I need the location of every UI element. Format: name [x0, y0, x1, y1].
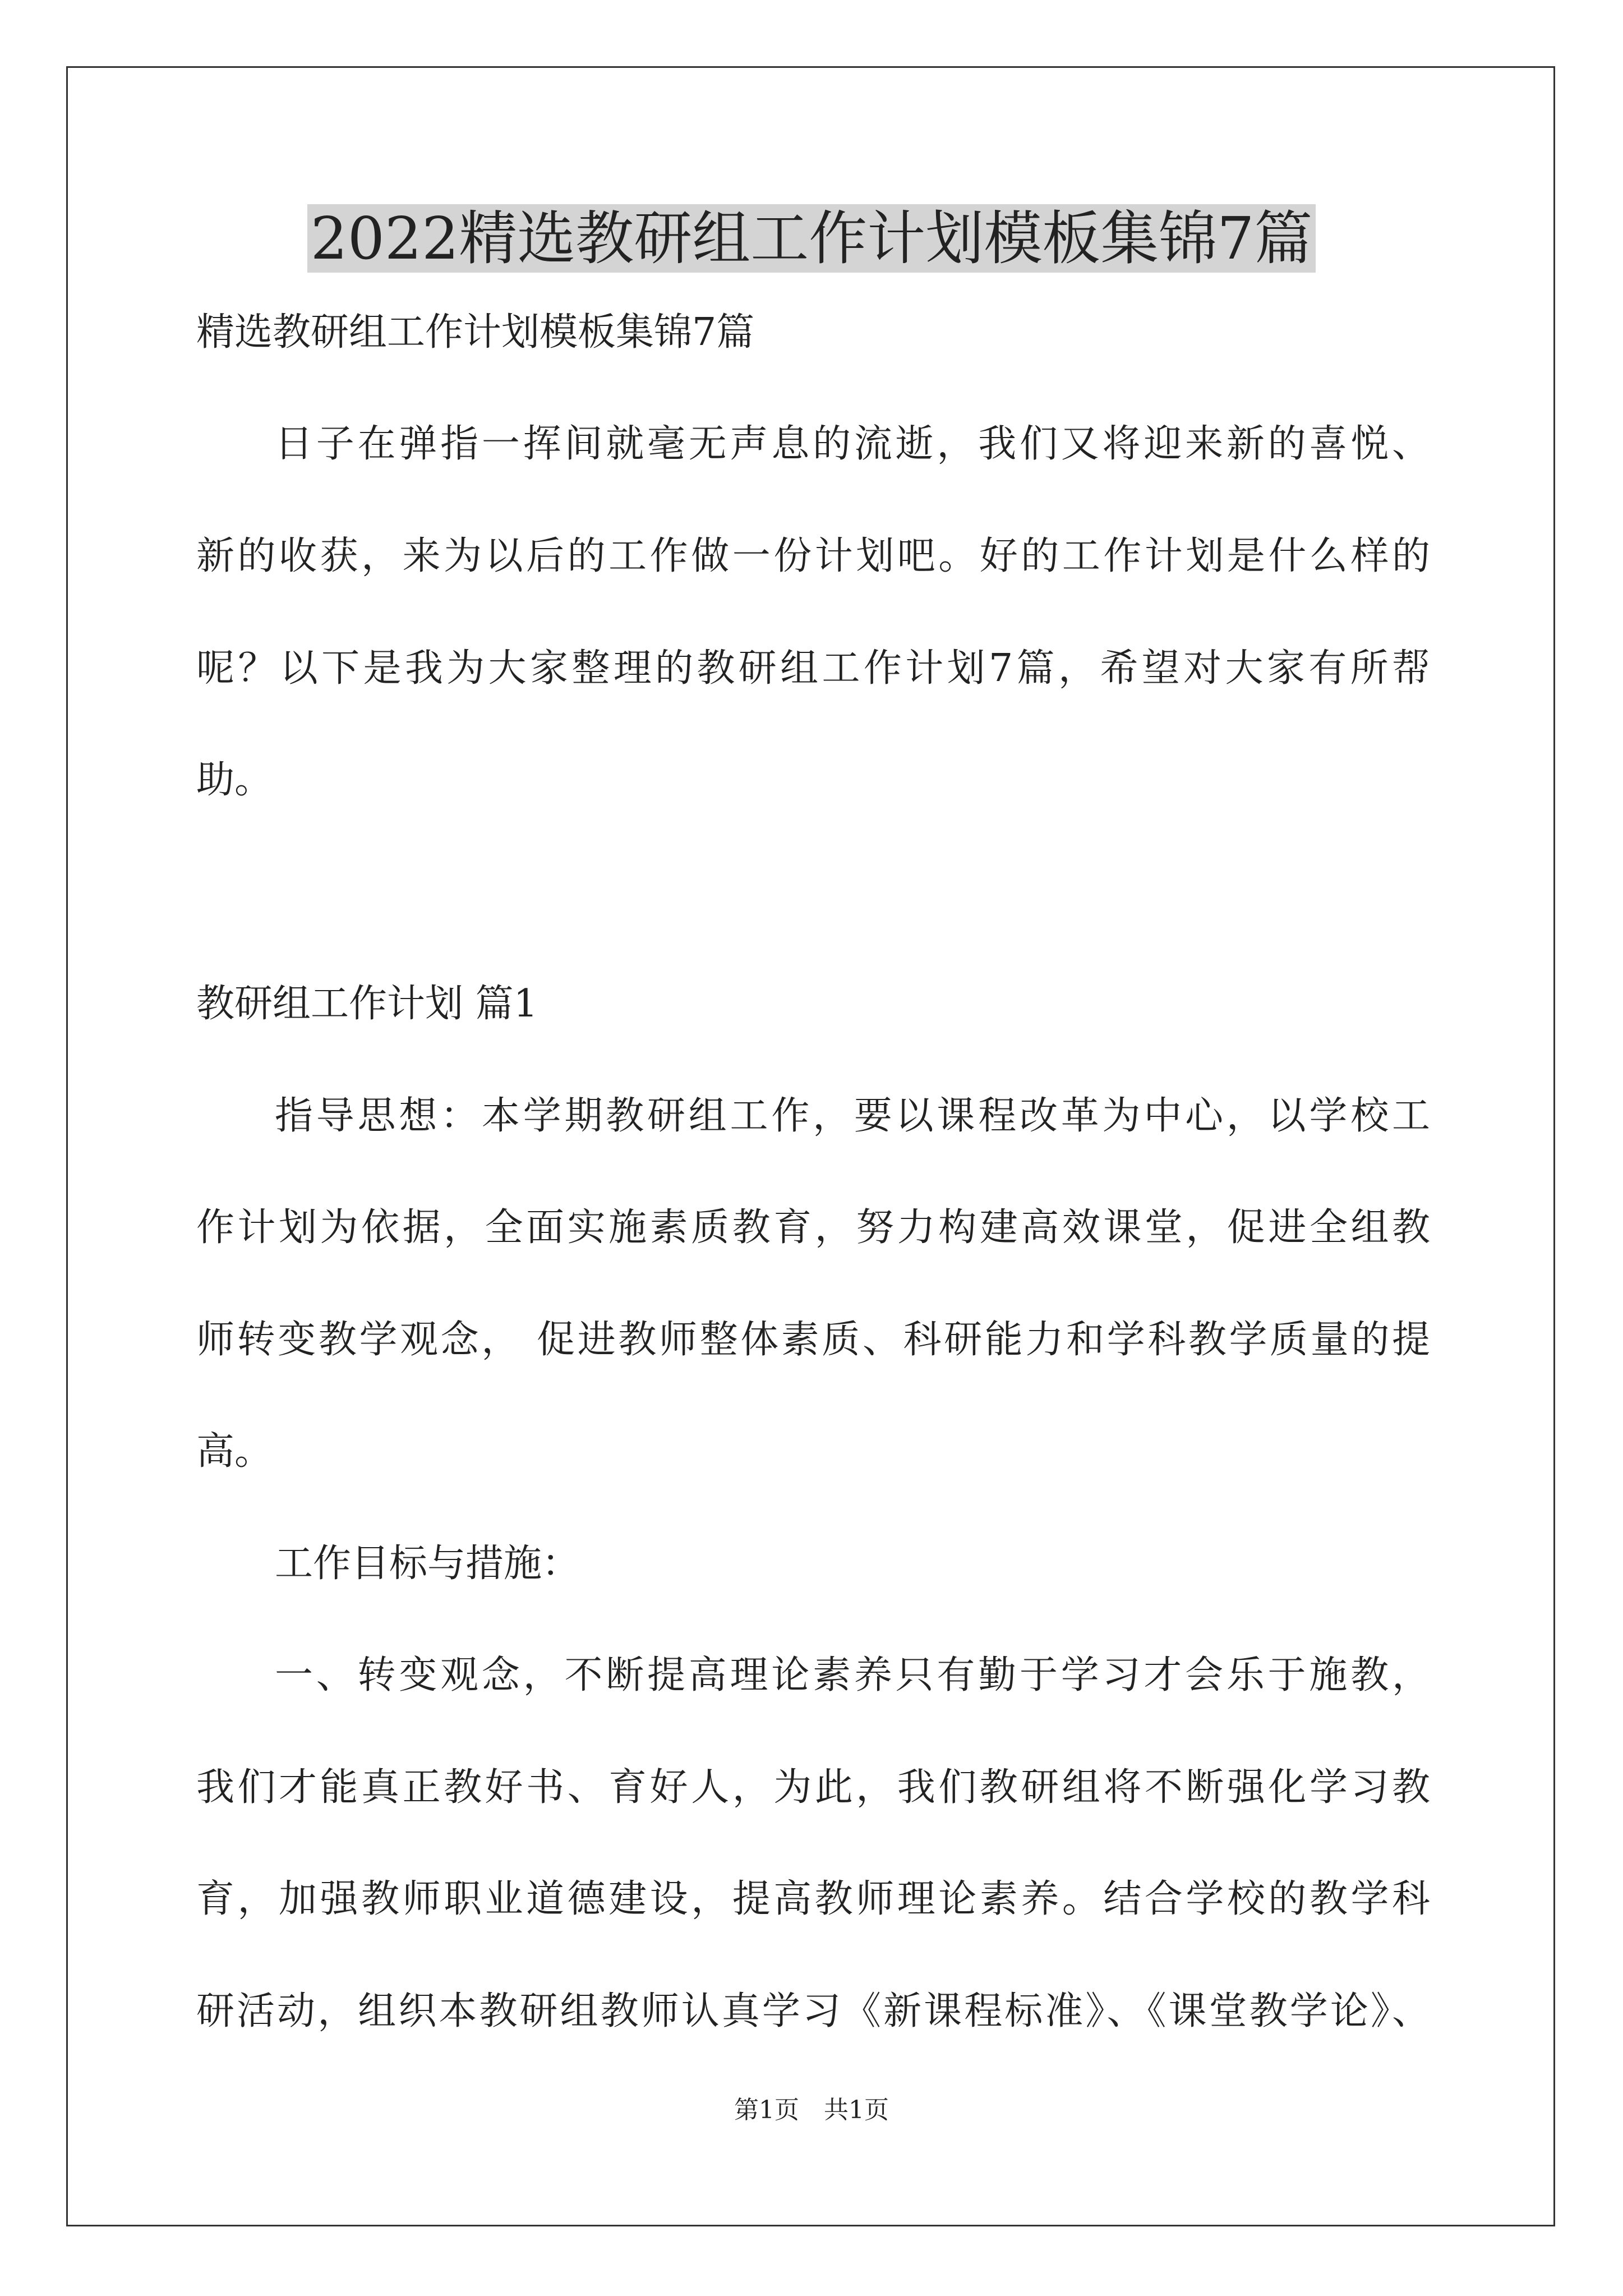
- document-title-text: 2022精选教研组工作计划模板集锦7篇: [307, 204, 1316, 273]
- intro-line-4: 助。: [196, 758, 273, 802]
- point-one-line-4: 研活动，组织本教研组教师认真学习《新课程标准》、《课堂教学论》、: [196, 1989, 1430, 2033]
- goals-heading: 工作目标与措施：: [275, 1542, 580, 1586]
- section-heading: 教研组工作计划 篇1: [196, 982, 538, 1026]
- intro-line-3: 呢？以下是我为大家整理的教研组工作计划7篇，希望对大家有所帮: [196, 646, 1430, 691]
- point-one-line-3: 育，加强教师职业道德建设，提高教师理论素养。结合学校的教学科: [196, 1877, 1430, 1921]
- guiding-line-2: 作计划为依据，全面实施素质教育，努力构建高效课堂，促进全组教: [196, 1205, 1430, 1250]
- intro-line-2: 新的收获，来为以后的工作做一份计划吧。好的工作计划是什么样的: [196, 534, 1430, 578]
- guiding-line-1: 指导思想：本学期教研组工作，要以课程改革为中心，以学校工: [275, 1094, 1430, 1138]
- point-one-line-1: 一、转变观念，不断提高理论素养只有勤于学习才会乐于施教，: [275, 1653, 1430, 1697]
- guiding-line-3: 师转变教学观念， 促进教师整体素质、科研能力和学科教学质量的提: [196, 1318, 1430, 1362]
- guiding-line-4: 高。: [196, 1429, 273, 1474]
- document-subtitle: 精选教研组工作计划模板集锦7篇: [196, 310, 755, 355]
- page-footer: 第1页 共1页: [734, 2096, 889, 2124]
- point-one-line-2: 我们才能真正教好书、育好人，为此，我们教研组将不断强化学习教: [196, 1765, 1430, 1810]
- intro-line-1: 日子在弹指一挥间就毫无声息的流逝，我们又将迎来新的喜悦、: [275, 422, 1430, 466]
- document-title: [0, 199, 1623, 278]
